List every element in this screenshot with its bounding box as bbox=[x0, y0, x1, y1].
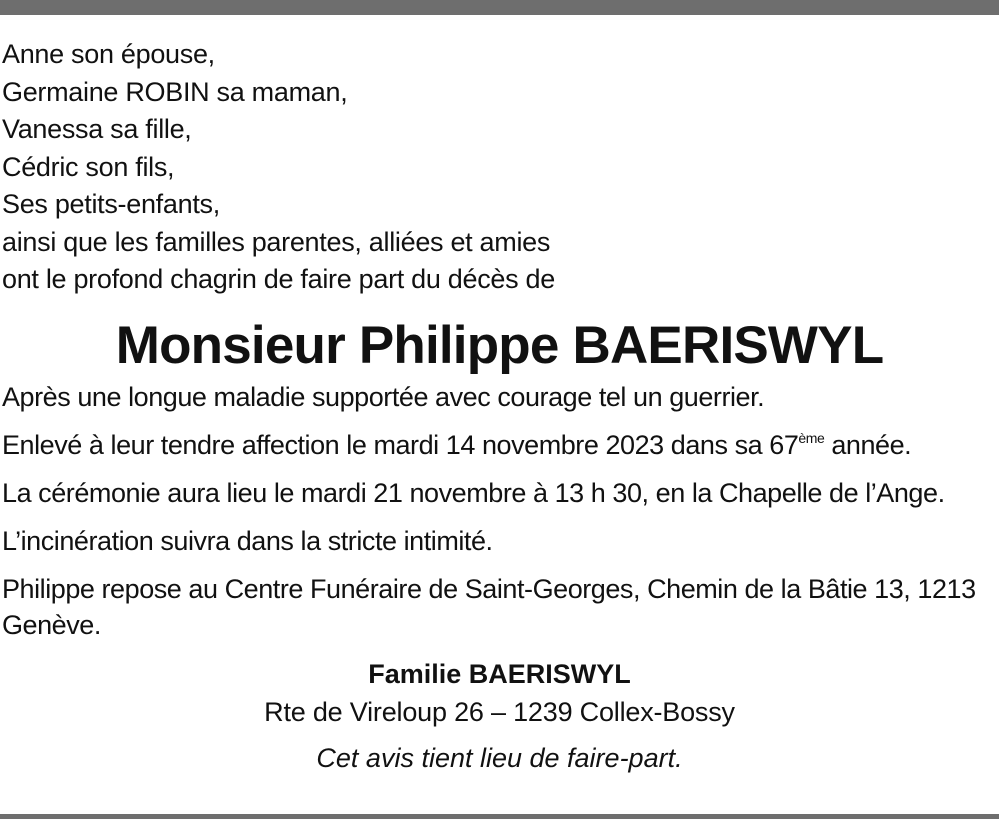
death-paragraph bbox=[2, 427, 997, 463]
bottom-rule bbox=[0, 814, 999, 819]
repose-paragraph: Philippe repose au Centre Funéraire de Saint-Georges, Chemin de la Bâtie 13, 1213 Genève. bbox=[2, 573, 976, 640]
family-address: Rte de Vireloup 26 – 1239 Collex-Bossy bbox=[264, 696, 735, 727]
intro-line-mother: Germaine ROBIN sa maman, bbox=[2, 76, 348, 107]
intro-line-spouse: Anne son épouse, bbox=[2, 39, 215, 69]
intro-line-daughter: Vanessa sa fille, bbox=[2, 114, 192, 144]
notice-note: Cet avis tient lieu de faire-part. bbox=[316, 742, 683, 773]
death-text-end: année. bbox=[824, 429, 912, 460]
death-text: Enlevé à leur tendre affection le mardi 14 novembre 2023 dans sa 67 bbox=[2, 429, 799, 460]
family-list bbox=[2, 36, 997, 299]
top-rule bbox=[0, 0, 999, 15]
intro-line-son: Cédric son fils, bbox=[2, 151, 175, 182]
intro-line-families: ainsi que les familles parentes, alliées et amies bbox=[2, 226, 551, 257]
ceremony-paragraph: La cérémonie aura lieu le mardi 21 novembre à 13 h 30, en la Chapelle de l’Ange. bbox=[2, 477, 945, 508]
signature-block bbox=[2, 655, 997, 777]
ordinal-suffix: ème bbox=[798, 429, 825, 446]
cremation-paragraph: L’incinération suivra dans la stricte intimité. bbox=[2, 525, 493, 556]
family-signature: Familie BAERISWYL bbox=[368, 658, 631, 689]
illness-paragraph: Après une longue maladie supportée avec courage tel un guerrier. bbox=[2, 381, 765, 412]
deceased-name: Monsieur Philippe BAERISWYL bbox=[115, 315, 884, 375]
intro-line-grandchildren: Ses petits-enfants, bbox=[2, 189, 220, 219]
intro-line-announcement: ont le profond chagrin de faire part du décès de bbox=[2, 264, 555, 294]
obituary-notice bbox=[2, 36, 997, 777]
